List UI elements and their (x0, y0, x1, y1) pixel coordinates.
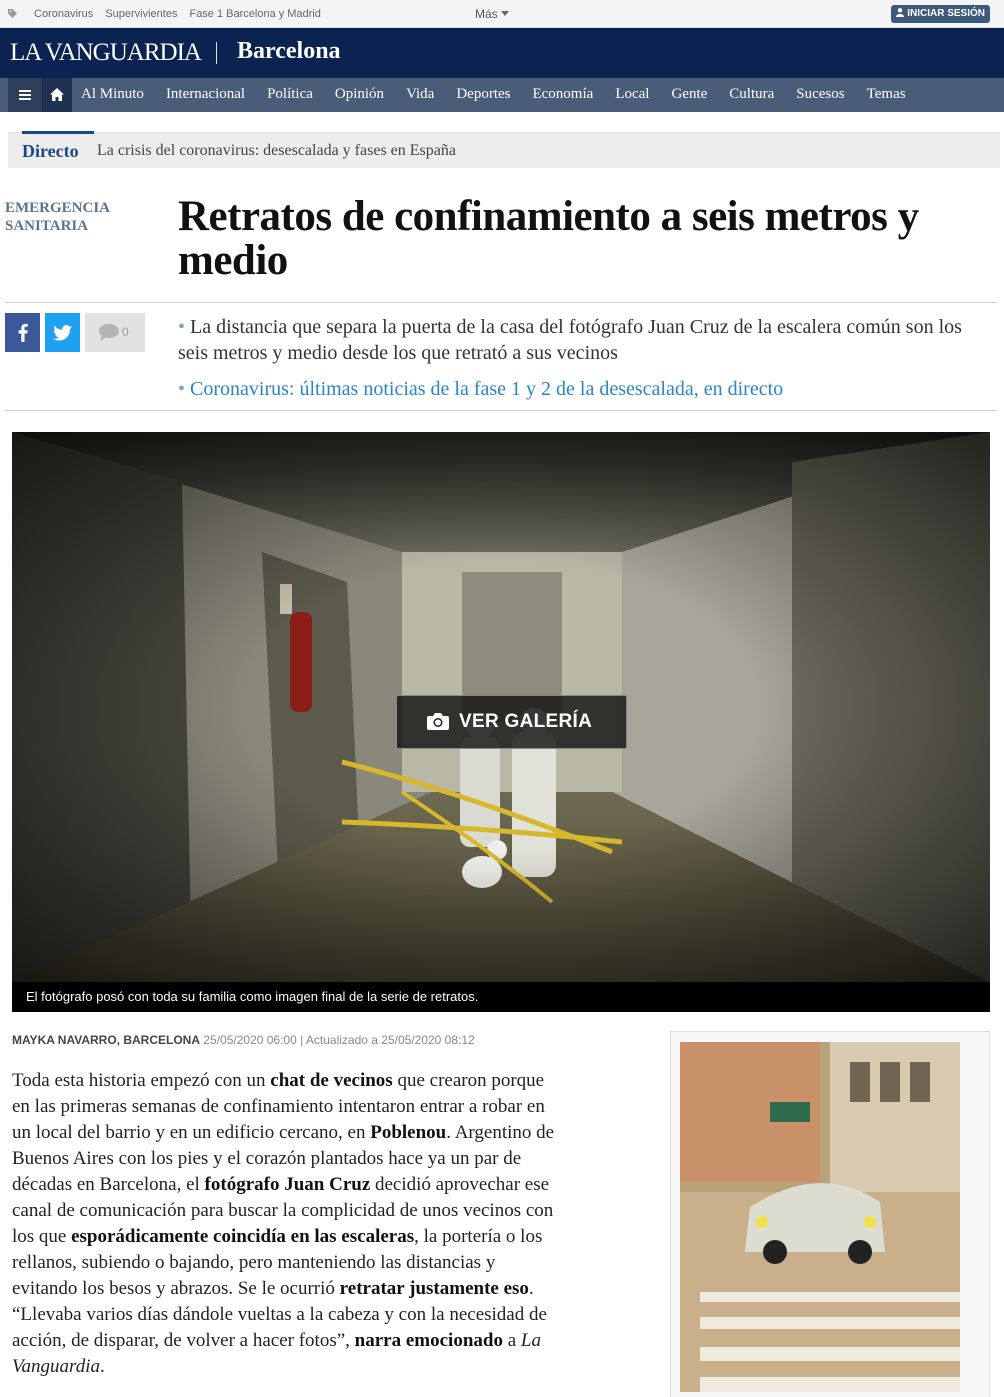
summary-link-text[interactable]: Coronavirus: últimas noticias de la fase 1 y 2 de la desescalada, en directo (190, 378, 784, 400)
nav-item-internacional[interactable]: Internacional (165, 86, 246, 102)
nav-item-gente[interactable]: Gente (671, 86, 708, 102)
body-text: , la portería o los rellanos, subiendo o bajando, pero manteniendo las distancias y evitando los besos y abrazos. Se le ocurrió (12, 1226, 543, 1299)
photo-caption: El fotógrafo posó con toda su familia como imagen final de la serie de retratos. (12, 982, 990, 1012)
body-emphasis: Poblenou (370, 1122, 447, 1143)
facebook-icon (18, 323, 28, 342)
live-headline[interactable]: La crisis del coronavirus: desescalada y fases en España (97, 142, 456, 159)
live-banner[interactable] (8, 132, 1000, 168)
trending-links (34, 8, 321, 20)
nav-item-sucesos[interactable]: Sucesos (796, 86, 845, 102)
live-label: Directo (22, 141, 79, 161)
summary-text: La distancia que separa la puerta de la casa del fotógrafo Juan Cruz de la escalera común son los seis metros y medio desde los que retrató a sus vecinos (178, 316, 962, 364)
nav-item-local[interactable]: Local (615, 86, 650, 102)
site-logo[interactable]: LA VANGUARDIA (10, 39, 201, 66)
article-title: Retratos de confinamiento a seis metros y medio (178, 193, 919, 284)
article-summary (178, 314, 978, 402)
article-body (12, 1068, 557, 1380)
tag-icon (8, 9, 17, 18)
body-text: . “Llevaba varios días dándole vueltas a la cabeza y con la necesidad de acción, de disparar, de volver a hacer fotos”, (12, 1278, 547, 1351)
body-emphasis: fotógrafo Juan Cruz (204, 1174, 371, 1195)
login-label: INICIAR SESIÓN (907, 8, 985, 19)
home-icon (50, 88, 64, 101)
body-text: . Argentino de Buenos Aires con los pies y el corazón plantados hace ya un par de décadas en Barcelona, el (12, 1122, 555, 1195)
body-text: . (99, 1356, 105, 1377)
nav-item-deportes[interactable]: Deportes (456, 86, 511, 102)
twitter-share-button[interactable] (45, 313, 80, 352)
summary-item: • La distancia que separa la puerta de la casa del fotógrafo Juan Cruz de la escalera común son los seis metros y medio desde los que retrató a sus vecinos (178, 316, 962, 364)
trending-link[interactable]: Coronavirus (34, 8, 94, 20)
nav-item-vida[interactable]: Vida (406, 86, 435, 102)
nav-items (81, 86, 906, 103)
view-gallery-button[interactable] (396, 695, 627, 749)
body-text: Toda esta historia empezó con un (12, 1070, 271, 1091)
summary-item-link[interactable]: • Coronavirus: últimas noticias de la fase 1 y 2 de la desescalada, en directo (178, 378, 784, 400)
advertisement[interactable] (670, 1031, 990, 1397)
body-emphasis: narra emocionado (354, 1330, 503, 1351)
camera-icon (427, 712, 449, 730)
body-text: a (502, 1330, 521, 1351)
body-text: que crearon porque en las primeras semanas de confinamiento intentaron entrar a robar en un local del barrio y en un edificio cercano, en (12, 1070, 545, 1143)
ad-car-image (680, 1042, 960, 1392)
divider (5, 302, 997, 303)
live-accent-bar (22, 131, 94, 134)
nav-item-opinion[interactable]: Opinión (334, 86, 385, 102)
trending-link[interactable]: Fase 1 Barcelona y Madrid (189, 8, 321, 20)
hero-photo[interactable] (12, 432, 990, 1012)
body-emphasis: esporádicamente coincidía en las escaleras (71, 1226, 415, 1247)
view-gallery-label: VER GALERÍA (459, 711, 593, 732)
nav-item-al-minuto[interactable]: Al Minuto (81, 86, 144, 102)
article-paragraph (12, 1068, 557, 1380)
nav-item-temas[interactable]: Temas (866, 86, 906, 102)
twitter-icon (53, 325, 72, 341)
nav-item-cultura[interactable]: Cultura (729, 86, 775, 102)
more-dropdown[interactable] (475, 7, 509, 21)
publish-date: 25/05/2020 06:00 | Actualizado a 25/05/2020 08:12 (203, 1033, 475, 1047)
user-icon (896, 8, 904, 17)
body-italic: La Vanguardia (12, 1330, 541, 1377)
facebook-share-button[interactable] (5, 313, 40, 352)
article-kicker[interactable]: EMERGENCIA SANITARIA (5, 200, 110, 234)
body-emphasis: chat de vecinos (270, 1070, 393, 1091)
caret-down-icon (501, 11, 509, 16)
logo-divider (216, 42, 217, 64)
comments-count: 0 (122, 325, 129, 339)
byline (12, 1033, 475, 1047)
top-utility-bar (0, 0, 1004, 28)
comments-button[interactable] (85, 313, 145, 352)
body-text: decidió aprovechar ese canal de comunicación para buscar la complicidad de unos vecinos con los que (12, 1174, 554, 1247)
body-emphasis: retratar justamente eso (339, 1278, 529, 1299)
home-button[interactable] (42, 78, 72, 112)
trending-link[interactable]: Supervivientes (105, 8, 178, 20)
nav-item-politica[interactable]: Política (267, 86, 313, 102)
section-title[interactable]: Barcelona (237, 38, 341, 64)
comment-icon (99, 324, 119, 341)
nav-item-economia[interactable]: Economía (532, 86, 594, 102)
hamburger-menu-icon[interactable] (8, 78, 42, 112)
main-nav (0, 78, 1004, 112)
author-name[interactable]: MAYKA NAVARRO, BARCELONA (12, 1033, 201, 1047)
login-button[interactable] (891, 5, 990, 23)
site-header (0, 28, 1004, 78)
more-label: Más (475, 7, 498, 21)
divider (5, 410, 997, 411)
